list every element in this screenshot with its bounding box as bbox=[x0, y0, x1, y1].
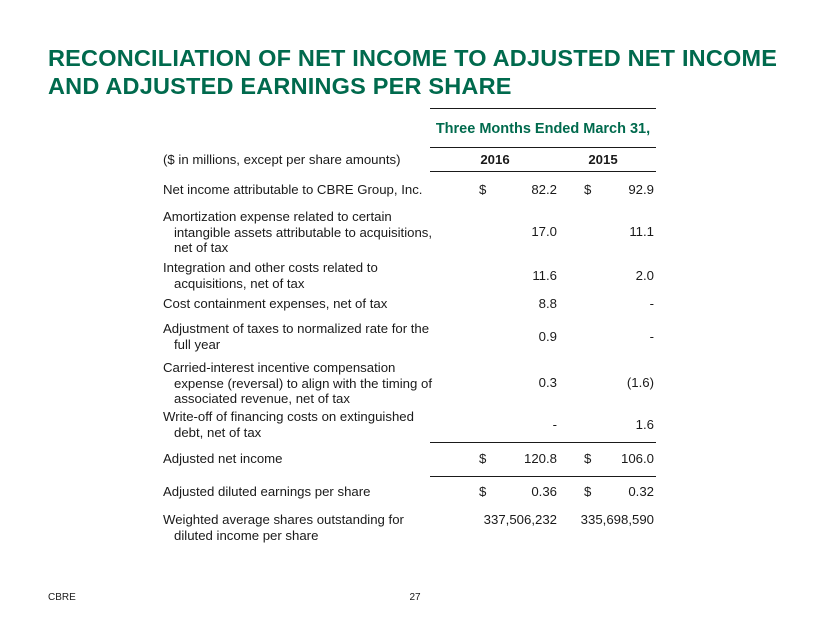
header-top-rule bbox=[430, 147, 656, 148]
row-label bbox=[163, 409, 438, 440]
value-2015: 0.32 bbox=[628, 484, 654, 499]
value-2015: 11.1 bbox=[629, 224, 654, 239]
value-2016: 17.0 bbox=[531, 224, 557, 239]
title-line-2: AND ADJUSTED EARNINGS PER SHARE bbox=[48, 73, 512, 99]
row-label-line: Net income attributable to CBRE Group, Inc. bbox=[163, 182, 423, 197]
row-label-line: associated revenue, net of tax bbox=[174, 391, 350, 406]
row-label bbox=[163, 484, 438, 500]
row-label-line: expense (reversal) to align with the timing of bbox=[174, 375, 433, 391]
row-label bbox=[163, 260, 438, 291]
subtotal-rule bbox=[430, 442, 656, 443]
row-label-line: Cost containment expenses, net of tax bbox=[163, 296, 388, 311]
row-label-line: intangible assets attributable to acquisitions, bbox=[174, 224, 433, 240]
row-label-line: net of tax bbox=[174, 240, 229, 255]
value-2016: 337,506,232 bbox=[483, 512, 557, 527]
row-label-line: Carried-interest incentive compensation bbox=[163, 360, 396, 375]
row-label-line: diluted income per share bbox=[174, 527, 319, 543]
total-rule bbox=[430, 476, 656, 477]
table-top-rule bbox=[430, 108, 656, 109]
row-label bbox=[163, 360, 438, 407]
value-2016: 8.8 bbox=[538, 296, 557, 311]
row-label-line: Integration and other costs related to bbox=[163, 260, 378, 275]
footer-company: CBRE bbox=[48, 592, 76, 603]
value-2015: 1.6 bbox=[635, 417, 654, 432]
value-2015: - bbox=[649, 329, 654, 344]
row-label-line: Adjusted diluted earnings per share bbox=[163, 484, 371, 499]
row-label-line: debt, net of tax bbox=[174, 424, 262, 440]
row-label-line: Adjustment of taxes to normalized rate for the bbox=[163, 321, 430, 336]
value-2015: 106.0 bbox=[620, 451, 654, 466]
value-2016: 0.3 bbox=[538, 375, 557, 390]
dollar-sign-2015: $ bbox=[584, 451, 592, 466]
row-label-line: Write-off of financing costs on extinguished bbox=[163, 409, 414, 424]
dollar-sign-2016: $ bbox=[479, 182, 487, 197]
header-bottom-rule bbox=[430, 171, 656, 172]
row-label bbox=[163, 451, 438, 467]
dollar-sign-2016: $ bbox=[479, 451, 487, 466]
period-header: Three Months Ended March 31, bbox=[435, 121, 651, 137]
dollar-sign-2015: $ bbox=[584, 484, 592, 499]
title-line-1: RECONCILIATION OF NET INCOME TO ADJUSTED NET INCOME bbox=[48, 45, 778, 71]
year-2016-header: 2016 bbox=[480, 152, 510, 167]
row-label-line: Adjusted net income bbox=[163, 451, 283, 466]
value-2016: 0.36 bbox=[531, 484, 557, 499]
dollar-sign-2015: $ bbox=[584, 182, 592, 197]
value-2016: 0.9 bbox=[538, 329, 557, 344]
year-2015-header: 2015 bbox=[588, 152, 618, 167]
row-label bbox=[163, 296, 438, 312]
row-label bbox=[163, 321, 438, 352]
value-2015: 335,698,590 bbox=[580, 512, 654, 527]
units-label: ($ in millions, except per share amounts) bbox=[163, 152, 401, 167]
row-label-line: Amortization expense related to certain bbox=[163, 209, 392, 224]
page-title bbox=[48, 44, 828, 100]
value-2015: 2.0 bbox=[635, 268, 654, 283]
value-2016: 82.2 bbox=[531, 182, 557, 197]
row-label-line: acquisitions, net of tax bbox=[174, 275, 305, 291]
row-label bbox=[163, 182, 438, 198]
row-label-line: Weighted average shares outstanding for bbox=[163, 512, 404, 527]
dollar-sign-2016: $ bbox=[479, 484, 487, 499]
value-2015: - bbox=[649, 296, 654, 311]
value-2016: 11.6 bbox=[532, 268, 557, 283]
value-2016: 120.8 bbox=[523, 451, 557, 466]
row-label bbox=[163, 512, 438, 543]
value-2015: 92.9 bbox=[628, 182, 654, 197]
row-label bbox=[163, 209, 438, 256]
value-2015: (1.6) bbox=[626, 375, 654, 390]
page-number: 27 bbox=[409, 592, 421, 603]
value-2016: - bbox=[552, 417, 557, 432]
row-label-line: full year bbox=[174, 336, 221, 352]
